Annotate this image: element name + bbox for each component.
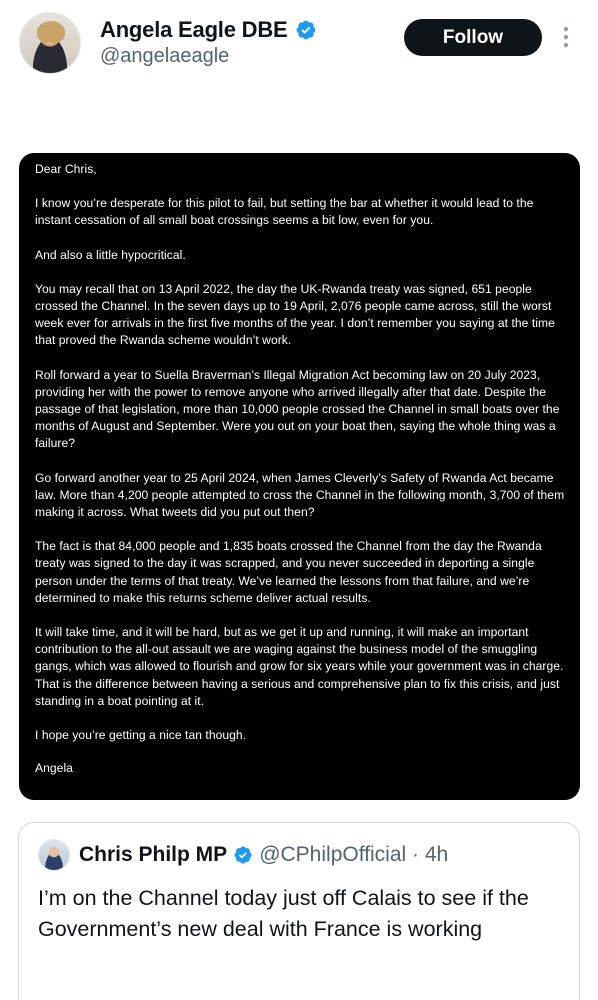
letter-paragraph: And also a little hypocritical. — [35, 247, 186, 262]
avatar-hair — [37, 21, 65, 43]
quoted-tweet-header — [38, 841, 579, 869]
tweet-header — [0, 0, 598, 90]
letter-paragraph: You may recall that on 13 April 2022, the day the UK-Rwanda treaty was signed, 651 people crossed the Channel. In the seven days up to 19 April, 2,076 people came across, still the worst week ever for arrivals in the first five months of the year. I don’t remember you saying at the time that proved the Rwanda scheme wouldn’t work. — [35, 281, 555, 348]
letter-image[interactable] — [19, 153, 580, 800]
verified-badge-icon — [295, 19, 317, 41]
quoted-tweet[interactable] — [18, 822, 580, 1000]
letter-paragraph: I know you’re desperate for this pilot to fail, but setting the bar at whether it would lead to the instant cessation of all small boat crossings seems a bit low, even for you. — [35, 196, 534, 228]
letter-paragraph: I hope you’re getting a nice tan though. — [35, 728, 247, 743]
author-handle[interactable]: @angelaeagle — [100, 45, 230, 67]
letter-paragraph: Go forward another year to 25 April 2024, when James Cleverly’s Safety of Rwanda Act became law. More than 4,200 people attempted to cross the Channel in the following month, 3,700 of them making it across. What tweets did you put out then? — [35, 470, 565, 520]
letter-paragraph: It will take time, and it will be hard, but as we get it up and running, it will make an important contribution to the all-out assault we are waging against the business model of the smuggling gangs, which was allowed to flourish and grow for six years while your government was in charge. That is the difference between having a serious and comprehensive plan to fix this crisis, and just standing in a boat pointing at it. — [35, 625, 564, 708]
letter-salutation: Dear Chris, — [35, 162, 97, 176]
more-options-icon[interactable] — [558, 24, 574, 50]
letter-paragraph: Roll forward a year to Suella Braverman’s Illegal Migration Act becoming law on 20 July 2023, providing her with the power to remove anyone who arrived illegally after that date. Despite the passage of that legislation, more than 10,000 people crossed the Channel in small boats over the months of August and September. Were you out on your boat then, saying the whole thing was a failure? — [35, 367, 560, 451]
quoted-author-avatar — [38, 839, 70, 871]
author-name-row — [100, 17, 317, 43]
author-display-name[interactable]: Angela Eagle DBE — [100, 17, 288, 42]
letter-paragraph: The fact is that 84,000 people and 1,835 boats crossed the Channel from the day the Rwanda treaty was signed to the day it was scrapped, and you never succeeded in deporting a single person under the terms of that treaty. We’ve learned the lessons from that failure, and we’re determined to make this returns scheme deliver actual results. — [35, 539, 542, 605]
quoted-tweet-text: I’m on the Channel today just off Calais to see if the Government’s new deal with France is working — [38, 886, 529, 941]
verified-badge-icon — [233, 845, 253, 865]
letter-signature: Angela — [35, 761, 73, 776]
follow-button[interactable]: Follow — [404, 19, 542, 56]
quoted-author-name: Chris Philp MP — [79, 843, 228, 866]
quoted-author-handle-time: @CPhilpOfficial · 4h — [259, 843, 449, 866]
author-avatar[interactable] — [19, 12, 81, 74]
